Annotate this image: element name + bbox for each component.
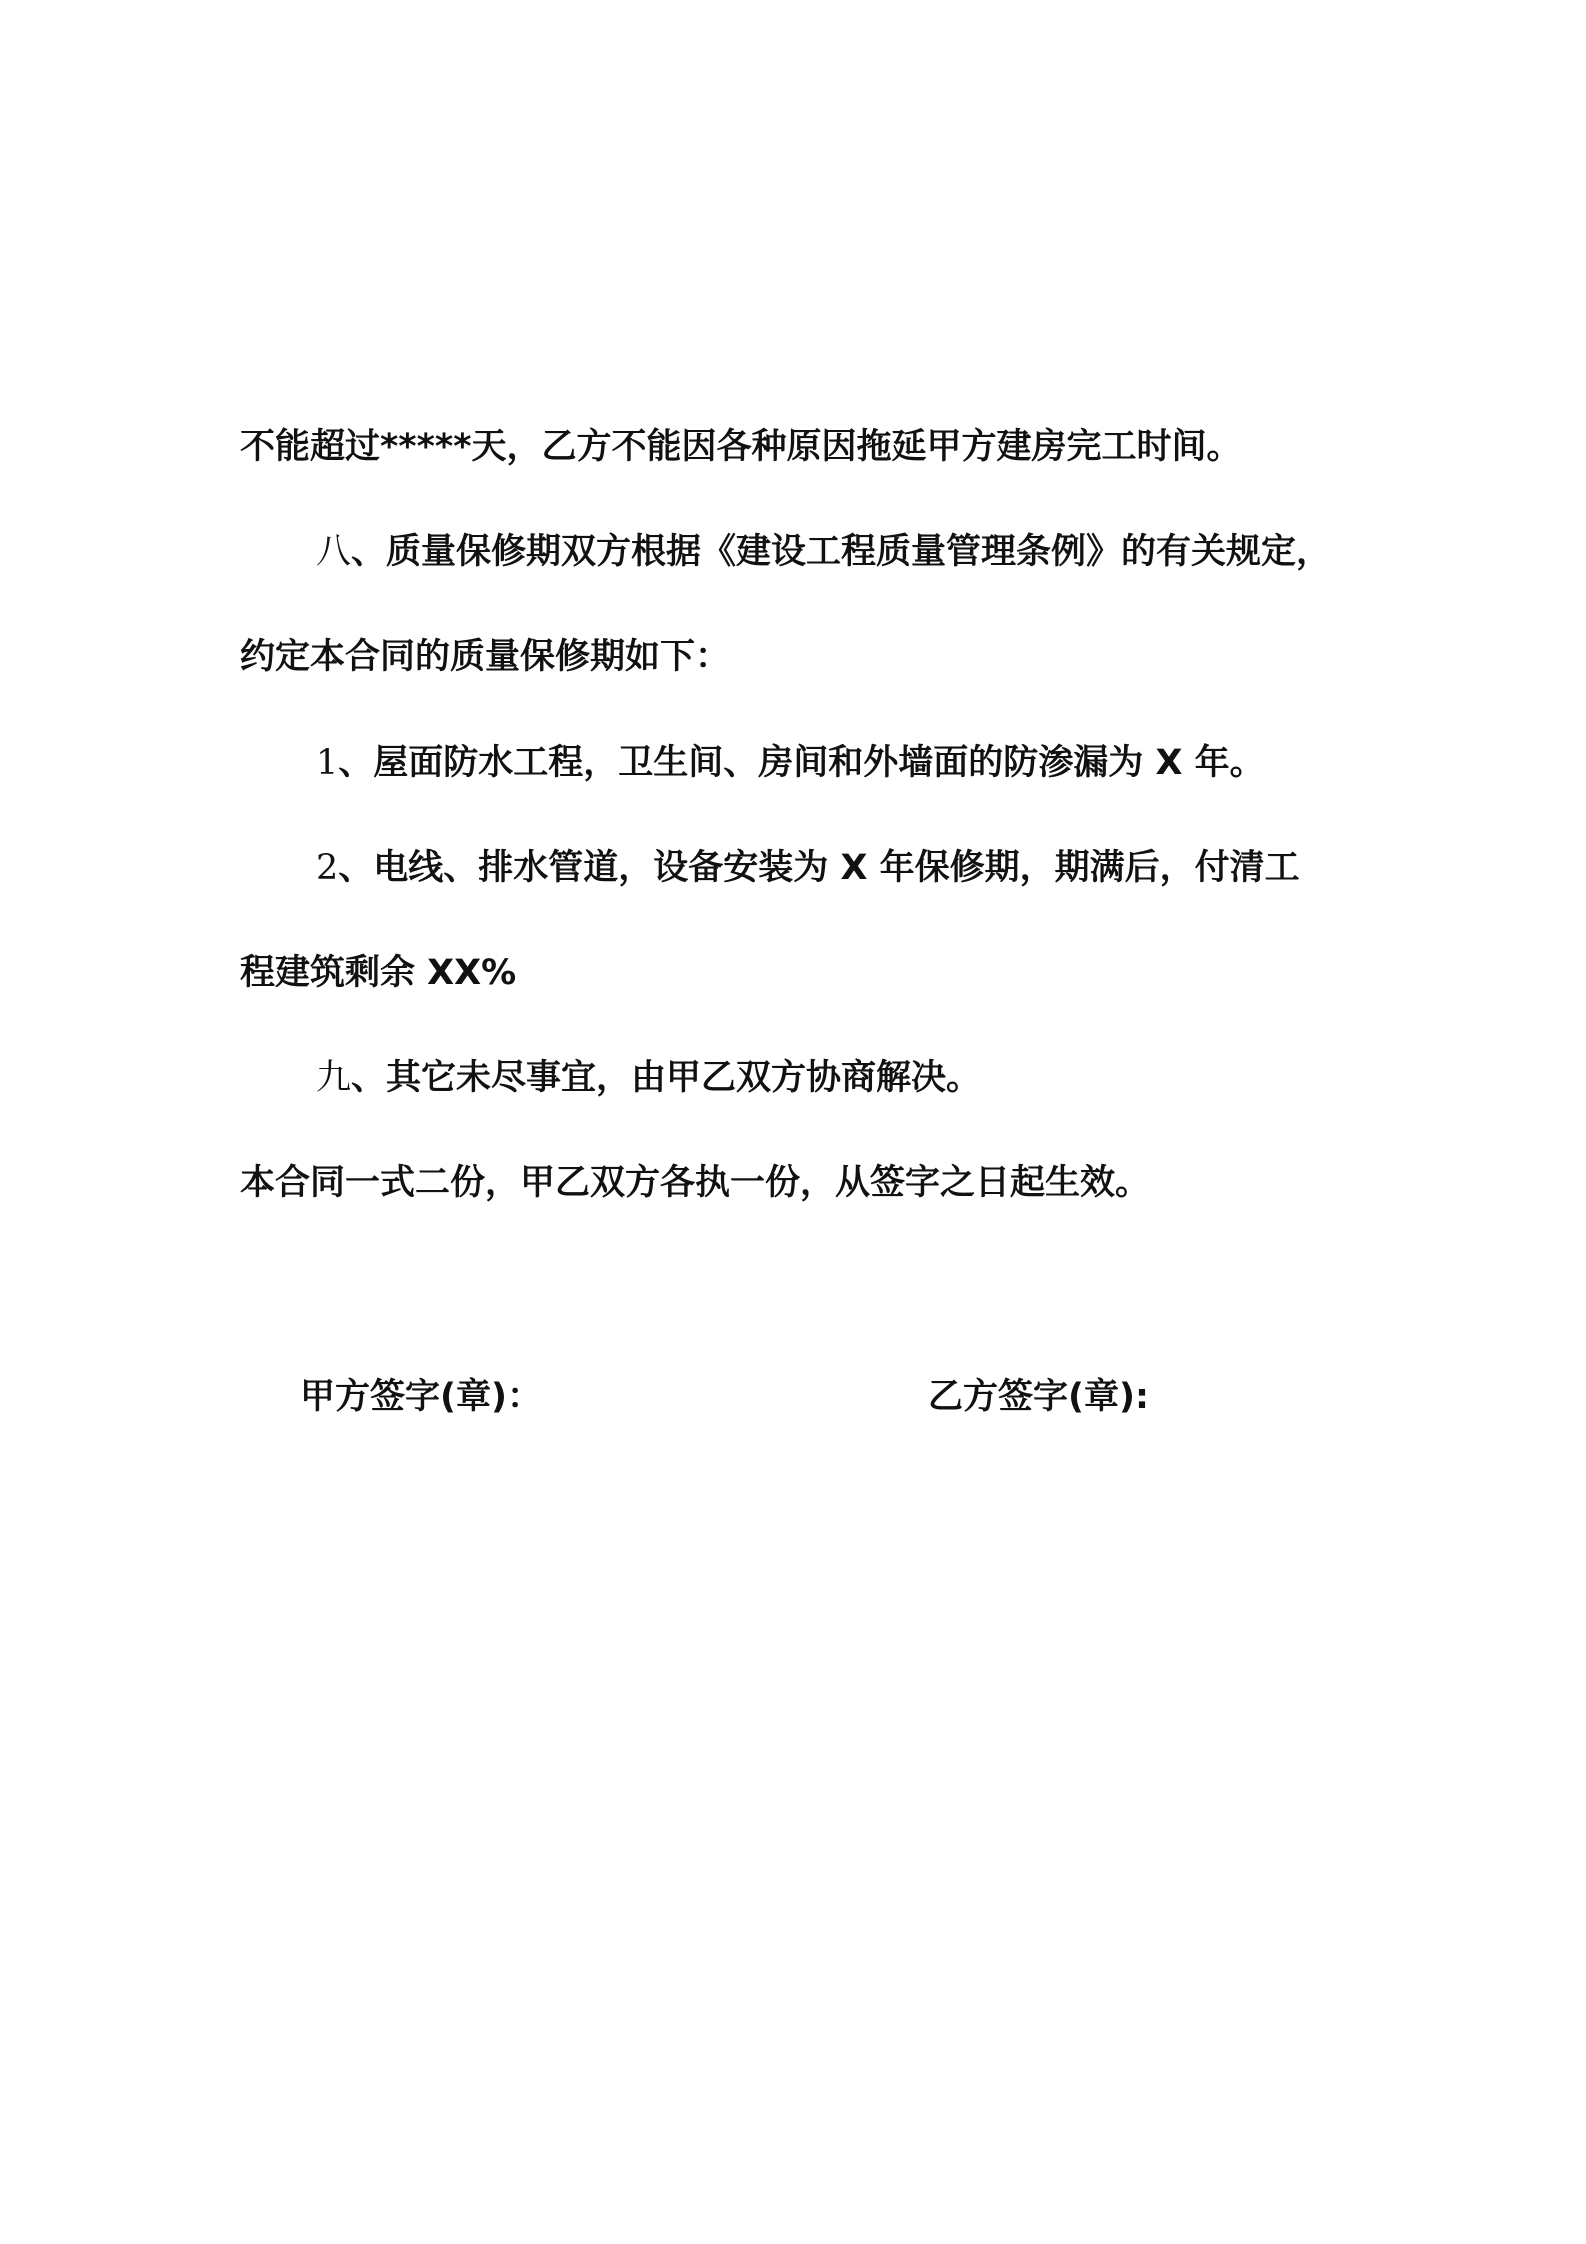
paragraph-warranty-heading — [316, 532, 1332, 572]
paragraph-completion-deadline — [240, 427, 1242, 467]
signature-label: 乙方签字(章): — [928, 1377, 1149, 1417]
paragraph-text: 程建筑剩余 XX% — [240, 953, 517, 993]
paragraph-copies-effective — [240, 1163, 1151, 1203]
signature-label: 甲方签字(章)： — [300, 1377, 542, 1417]
signature-party-b — [928, 1377, 1149, 1417]
paragraph-text: 不能超过*****天，乙方不能因各种原因拖延甲方建房完工时间。 — [240, 427, 1242, 467]
paragraph-text: 、质量保修期双方根据《建设工程质量管理条例》的有关规定， — [351, 532, 1332, 572]
section-number: 八 — [316, 532, 352, 572]
paragraph-text: 、其它未尽事宜，由甲乙双方协商解决。 — [351, 1058, 982, 1098]
paragraph-warranty-intro — [240, 637, 731, 677]
list-item-electrical — [316, 848, 1300, 888]
paragraph-text: 、电线、排水管道，设备安装为 X 年保修期，期满后，付清工 — [338, 848, 1300, 888]
paragraph-text: 、屋面防水工程，卫生间、房间和外墙面的防渗漏为 X 年。 — [338, 743, 1265, 783]
list-item-electrical-continued — [240, 953, 517, 993]
paragraph-text: 约定本合同的质量保修期如下： — [240, 637, 731, 677]
list-item-waterproofing — [316, 743, 1265, 783]
paragraph-other-matters — [316, 1058, 982, 1098]
signature-party-a — [300, 1377, 542, 1417]
paragraph-text: 本合同一式二份，甲乙双方各执一份，从签字之日起生效。 — [240, 1163, 1151, 1203]
section-number: 九 — [316, 1058, 352, 1098]
item-number: 2 — [316, 848, 339, 888]
item-number: 1 — [316, 743, 339, 783]
